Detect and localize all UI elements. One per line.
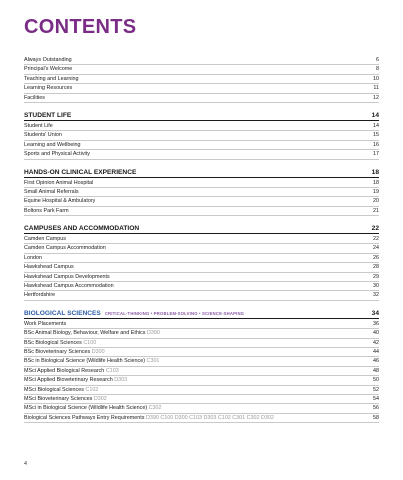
toc-row-label: First Opinion Animal Hospital bbox=[24, 179, 94, 186]
toc-row[interactable] bbox=[24, 357, 379, 366]
toc-row-page: 12 bbox=[373, 94, 379, 101]
toc-row[interactable] bbox=[24, 188, 379, 197]
toc-row-page: 52 bbox=[373, 386, 379, 393]
section-heading[interactable] bbox=[24, 309, 379, 319]
toc-row-page: 28 bbox=[373, 264, 379, 271]
toc-row[interactable] bbox=[24, 254, 379, 263]
section-heading-page: 22 bbox=[371, 225, 379, 233]
toc-row-page: 29 bbox=[373, 273, 379, 280]
toc-row[interactable] bbox=[24, 141, 379, 150]
toc-row-page: 24 bbox=[373, 245, 379, 252]
toc-row-label: Camden Campus bbox=[24, 236, 66, 243]
toc-row-page: 54 bbox=[373, 395, 379, 402]
toc-row-page: 56 bbox=[373, 405, 379, 412]
toc-row[interactable] bbox=[24, 291, 379, 300]
toc-row-page: 50 bbox=[373, 377, 379, 384]
toc-row-page: 8 bbox=[376, 66, 379, 73]
section-heading-page: 18 bbox=[371, 168, 379, 176]
toc-row-page: 11 bbox=[373, 85, 379, 92]
course-code: C103 bbox=[105, 367, 119, 374]
toc-row-page: 20 bbox=[373, 198, 379, 205]
page-number: 4 bbox=[24, 461, 27, 467]
toc-row-page: 44 bbox=[373, 348, 379, 355]
toc-row-label: Small Animal Referrals bbox=[24, 188, 79, 195]
toc-row-label: BSc Biological Sciences bbox=[24, 339, 82, 346]
toc-row-page: 32 bbox=[373, 292, 379, 299]
section-heading-title: STUDENT LIFE bbox=[24, 111, 72, 119]
toc-row-page: 58 bbox=[373, 414, 379, 421]
toc-row-page: 46 bbox=[373, 358, 379, 365]
toc-row-label: MSci Applied Biological Research bbox=[24, 367, 105, 374]
toc-row-label: Hawkshead Campus Developments bbox=[24, 273, 110, 280]
toc-row-page: 36 bbox=[373, 320, 379, 327]
toc-row-label: Teaching and Learning bbox=[24, 75, 79, 82]
toc-row-page: 18 bbox=[373, 179, 379, 186]
section-heading-page: 14 bbox=[371, 111, 379, 119]
toc-row-label: BSc Animal Biology, Behaviour, Welfare and Ethics bbox=[24, 330, 146, 337]
toc-row-label: BSc Bioveterinary Sciences bbox=[24, 348, 91, 355]
toc-row[interactable] bbox=[24, 320, 379, 329]
toc-row[interactable] bbox=[24, 197, 379, 206]
section-heading-title: BIOLOGICAL SCIENCES bbox=[24, 309, 101, 317]
toc-row-page: 48 bbox=[373, 367, 379, 374]
toc-row[interactable] bbox=[24, 348, 379, 357]
toc-row[interactable] bbox=[24, 244, 379, 253]
toc-row[interactable] bbox=[24, 207, 379, 216]
section-heading-title: HANDS-ON CLINICAL EXPERIENCE bbox=[24, 168, 137, 176]
toc-row-label: MSci Biological Sciences bbox=[24, 386, 84, 393]
toc-row-label: Work Placements bbox=[24, 320, 67, 327]
toc-row-label: Always Outstanding bbox=[24, 56, 72, 63]
toc-row-page: 42 bbox=[373, 339, 379, 346]
toc-row[interactable] bbox=[24, 404, 379, 413]
toc-row[interactable] bbox=[24, 150, 379, 159]
toc-row[interactable] bbox=[24, 414, 379, 423]
course-code: C302 bbox=[148, 405, 162, 412]
toc-row-page: 21 bbox=[373, 207, 379, 214]
toc-row-page: 19 bbox=[373, 188, 379, 195]
toc-row-label: Equine Hospital & Ambulatory bbox=[24, 198, 96, 205]
section-heading[interactable] bbox=[24, 224, 379, 234]
toc-row-page: 26 bbox=[373, 254, 379, 261]
intro-section bbox=[24, 56, 379, 103]
toc-row[interactable] bbox=[24, 367, 379, 376]
toc-row-label: MSci Applied Bioveterinary Research bbox=[24, 377, 113, 384]
toc-row-page: 30 bbox=[373, 283, 379, 290]
toc-row-label: Students' Union bbox=[24, 132, 62, 139]
toc-row[interactable] bbox=[24, 282, 379, 291]
toc-row[interactable] bbox=[24, 395, 379, 404]
course-code: D390 bbox=[146, 330, 160, 337]
toc-row[interactable] bbox=[24, 56, 379, 65]
toc-row-label: Hawkshead Campus bbox=[24, 264, 74, 271]
course-code: D303 bbox=[114, 377, 128, 384]
toc-row-label: Facilities bbox=[24, 94, 45, 101]
course-code: D300 bbox=[91, 348, 105, 355]
course-code: C301 bbox=[146, 358, 160, 365]
page-title: CONTENTS bbox=[24, 16, 137, 38]
toc-row[interactable] bbox=[24, 376, 379, 385]
course-code: D390 C100 D300 C103 D303 C102 C301 C302 D302 bbox=[145, 414, 274, 421]
toc-row[interactable] bbox=[24, 329, 379, 338]
toc-row[interactable] bbox=[24, 339, 379, 348]
toc-row[interactable] bbox=[24, 75, 379, 84]
toc-row-page: 22 bbox=[373, 236, 379, 243]
toc-row-page: 16 bbox=[373, 141, 379, 148]
toc-row-page: 17 bbox=[373, 151, 379, 158]
toc-row-page: 10 bbox=[373, 75, 379, 82]
toc-row-label: Biological Sciences Pathways Entry Requirements bbox=[24, 414, 145, 421]
toc-row[interactable] bbox=[24, 263, 379, 272]
section-heading-title: CAMPUSES AND ACCOMMODATION bbox=[24, 225, 140, 233]
toc-row[interactable] bbox=[24, 122, 379, 131]
clinical-section bbox=[24, 168, 379, 217]
toc-row[interactable] bbox=[24, 235, 379, 244]
toc-row-page: 14 bbox=[373, 122, 379, 129]
toc-row-label: BSc in Biological Science (Wildlife Health Science) bbox=[24, 358, 146, 365]
section-heading[interactable] bbox=[24, 111, 379, 121]
biological-sciences-section bbox=[24, 309, 379, 423]
toc-row-label: London bbox=[24, 254, 42, 261]
course-code: C102 bbox=[85, 386, 99, 393]
toc-row[interactable] bbox=[24, 386, 379, 395]
toc-row-label: MSci Bioveterinary Sciences bbox=[24, 395, 93, 402]
section-heading-page: 34 bbox=[371, 309, 379, 317]
toc-row-label: Student Life bbox=[24, 122, 53, 129]
toc-row[interactable] bbox=[24, 131, 379, 140]
toc-row[interactable] bbox=[24, 94, 379, 103]
toc-row[interactable] bbox=[24, 179, 379, 188]
toc-row[interactable] bbox=[24, 65, 379, 74]
toc-row[interactable] bbox=[24, 84, 379, 93]
toc-row-label: Learning Resources bbox=[24, 85, 73, 92]
student-life-section bbox=[24, 111, 379, 160]
section-heading[interactable] bbox=[24, 168, 379, 178]
toc-row-label: Learning and Wellbeing bbox=[24, 141, 81, 148]
toc-row-label: Sports and Physical Activity bbox=[24, 151, 90, 158]
toc-row-label: Camden Campus Accommodation bbox=[24, 245, 106, 252]
toc-row-label: Principal's Welcome bbox=[24, 66, 73, 73]
toc-row-label: Boltons Park Farm bbox=[24, 207, 69, 214]
toc-row-page: 6 bbox=[376, 56, 379, 63]
campuses-section bbox=[24, 224, 379, 301]
toc-row-label: Hawkshead Campus Accommodation bbox=[24, 283, 114, 290]
toc-row-page: 15 bbox=[373, 132, 379, 139]
toc-row-label: Hertfordshire bbox=[24, 292, 56, 299]
course-code: C100 bbox=[83, 339, 97, 346]
toc-row-page: 40 bbox=[373, 330, 379, 337]
section-tagline: CRITICAL-THINKING • PROBLEM-SOLVING • SCIENCE-SHAPING bbox=[104, 310, 245, 316]
toc-row-label: MSci in Biological Science (Wildlife Health Science) bbox=[24, 405, 148, 412]
toc-row[interactable] bbox=[24, 273, 379, 282]
table-of-contents bbox=[24, 56, 379, 431]
course-code: D302 bbox=[93, 395, 107, 402]
